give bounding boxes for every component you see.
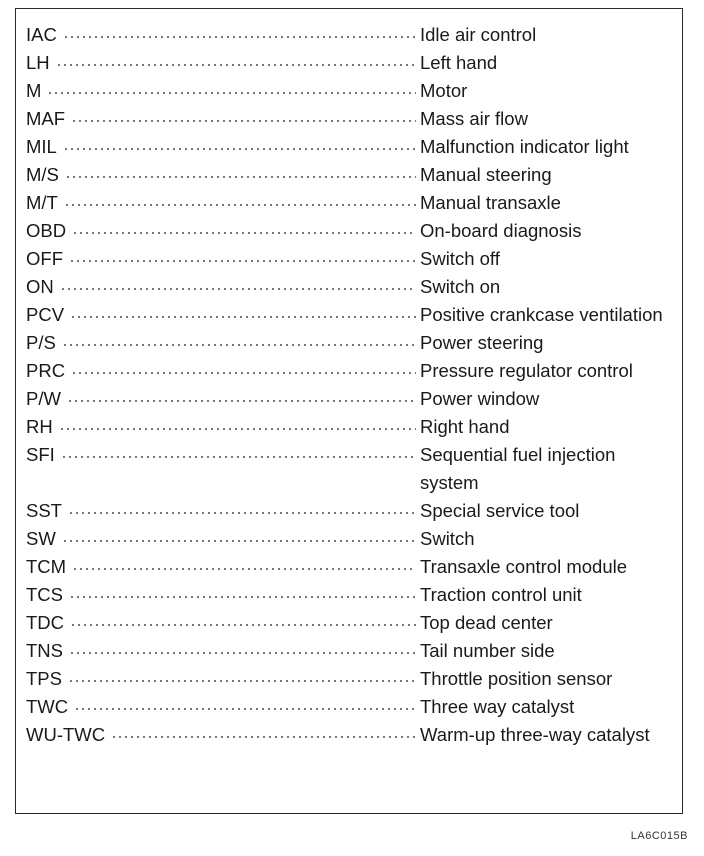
abbreviation-row: [26, 21, 676, 49]
abbreviation-cell: [26, 105, 418, 133]
dotted-leader: [64, 189, 416, 217]
dotted-leader: [70, 301, 416, 329]
dotted-leader: [63, 21, 416, 49]
abbreviation-row: [26, 553, 676, 581]
abbreviation: TWC: [26, 696, 69, 717]
abbreviation-row: [26, 133, 676, 161]
dotted-leader: [72, 553, 416, 581]
abbreviation: IAC: [26, 24, 57, 45]
dotted-leader: [74, 693, 416, 721]
definition: Traction control unit: [420, 584, 582, 605]
abbreviation-row: [26, 273, 676, 301]
dotted-leader: [56, 49, 416, 77]
abbreviation-cell: [26, 133, 418, 161]
abbreviation-row: [26, 189, 676, 217]
abbreviation: SST: [26, 500, 62, 521]
abbreviation: RH: [26, 416, 53, 437]
abbreviation-row: [26, 357, 676, 385]
abbreviation: TCS: [26, 584, 63, 605]
abbreviation-row: [26, 637, 676, 665]
figure-code: LA6C015B: [630, 830, 688, 842]
abbreviation-row: [26, 105, 676, 133]
dotted-leader: [68, 665, 416, 693]
abbreviation-cell: [26, 637, 418, 665]
abbreviation: SFI: [26, 444, 55, 465]
abbreviation: OBD: [26, 220, 67, 241]
abbreviation: LH: [26, 52, 50, 73]
dotted-leader: [60, 273, 416, 301]
definition: Sequential fuel injection system: [420, 444, 616, 493]
abbreviation: ON: [26, 276, 54, 297]
abbreviation: WU-TWC: [26, 724, 106, 745]
definition: Manual steering: [420, 164, 552, 185]
abbreviation-cell: [26, 525, 418, 553]
abbreviation-cell: [26, 161, 418, 189]
abbreviation: TCM: [26, 556, 67, 577]
abbreviation: SW: [26, 528, 56, 549]
abbreviation-row: [26, 413, 676, 441]
definition: Right hand: [420, 416, 510, 437]
definition: Motor: [420, 80, 468, 101]
abbreviation-row: [26, 77, 676, 105]
abbreviation-row: [26, 441, 676, 497]
dotted-leader: [68, 497, 416, 525]
abbreviation-cell: [26, 553, 418, 581]
abbreviation-cell: [26, 189, 418, 217]
abbreviation-row: [26, 245, 676, 273]
abbreviation-cell: [26, 721, 418, 749]
definition: Power steering: [420, 332, 544, 353]
definition: On-board diagnosis: [420, 220, 582, 241]
dotted-leader: [69, 245, 416, 273]
abbreviation-list: [26, 21, 676, 749]
dotted-leader: [62, 329, 416, 357]
definition: Throttle position sensor: [420, 668, 613, 689]
definition: Malfunction indicator light: [420, 136, 629, 157]
dotted-leader: [61, 441, 416, 469]
definition: Top dead center: [420, 612, 553, 633]
dotted-leader: [69, 581, 416, 609]
dotted-leader: [70, 609, 416, 637]
dotted-leader: [59, 413, 416, 441]
abbreviation-row: [26, 497, 676, 525]
abbreviation-cell: [26, 77, 418, 105]
abbreviation-cell: [26, 693, 418, 721]
definition: Pressure regulator control: [420, 360, 633, 381]
abbreviation-cell: [26, 357, 418, 385]
abbreviation: P/W: [26, 388, 61, 409]
abbreviation-cell: [26, 609, 418, 637]
abbreviation: M: [26, 80, 42, 101]
abbreviation-row: [26, 217, 676, 245]
dotted-leader: [72, 217, 416, 245]
definition: Switch: [420, 528, 475, 549]
abbreviation-row: [26, 385, 676, 413]
dotted-leader: [65, 161, 416, 189]
dotted-leader: [63, 133, 416, 161]
abbreviation: MIL: [26, 136, 57, 157]
definition: Power window: [420, 388, 540, 409]
abbreviation-row: [26, 329, 676, 357]
definition: Left hand: [420, 52, 498, 73]
abbreviation-row: [26, 609, 676, 637]
abbreviation: TDC: [26, 612, 65, 633]
definition: Positive crankcase ventilation: [420, 304, 663, 325]
abbreviation-row: [26, 161, 676, 189]
definition: Warm-up three-way catalyst: [420, 724, 650, 745]
abbreviation-row: [26, 301, 676, 329]
dotted-leader: [71, 357, 416, 385]
abbreviation-cell: [26, 441, 418, 469]
abbreviation: M/S: [26, 164, 59, 185]
dotted-leader: [71, 105, 416, 133]
abbreviation: TNS: [26, 640, 63, 661]
definition: Tail number side: [420, 640, 555, 661]
abbreviation-cell: [26, 49, 418, 77]
dotted-leader: [62, 525, 416, 553]
abbreviation: OFF: [26, 248, 63, 269]
abbreviation-cell: [26, 21, 418, 49]
definition: Transaxle control module: [420, 556, 628, 577]
abbreviation-cell: [26, 245, 418, 273]
definition: Switch off: [420, 248, 500, 269]
definition: Manual transaxle: [420, 192, 561, 213]
dotted-leader: [67, 385, 416, 413]
abbreviation-cell: [26, 665, 418, 693]
abbreviation: TPS: [26, 668, 62, 689]
dotted-leader: [69, 637, 416, 665]
abbreviation-row: [26, 693, 676, 721]
abbreviation-cell: [26, 413, 418, 441]
abbreviation-row: [26, 581, 676, 609]
abbreviation-cell: [26, 385, 418, 413]
abbreviation: M/T: [26, 192, 58, 213]
definition: Idle air control: [420, 24, 537, 45]
dotted-leader: [111, 721, 416, 749]
abbreviation-cell: [26, 273, 418, 301]
abbreviation: PRC: [26, 360, 66, 381]
abbreviation: P/S: [26, 332, 56, 353]
abbreviation-cell: [26, 329, 418, 357]
abbreviation-cell: [26, 301, 418, 329]
definition: Switch on: [420, 276, 501, 297]
abbreviation: MAF: [26, 108, 66, 129]
abbreviation-cell: [26, 497, 418, 525]
definition: Mass air flow: [420, 108, 528, 129]
abbreviation-cell: [26, 581, 418, 609]
abbreviation-cell: [26, 217, 418, 245]
definition: Special service tool: [420, 500, 580, 521]
abbreviation-row: [26, 49, 676, 77]
abbreviation-row: [26, 525, 676, 553]
abbreviation-row: [26, 665, 676, 693]
definition: Three way catalyst: [420, 696, 575, 717]
abbreviation-row: [26, 721, 676, 749]
abbreviation: PCV: [26, 304, 65, 325]
dotted-leader: [47, 77, 416, 105]
